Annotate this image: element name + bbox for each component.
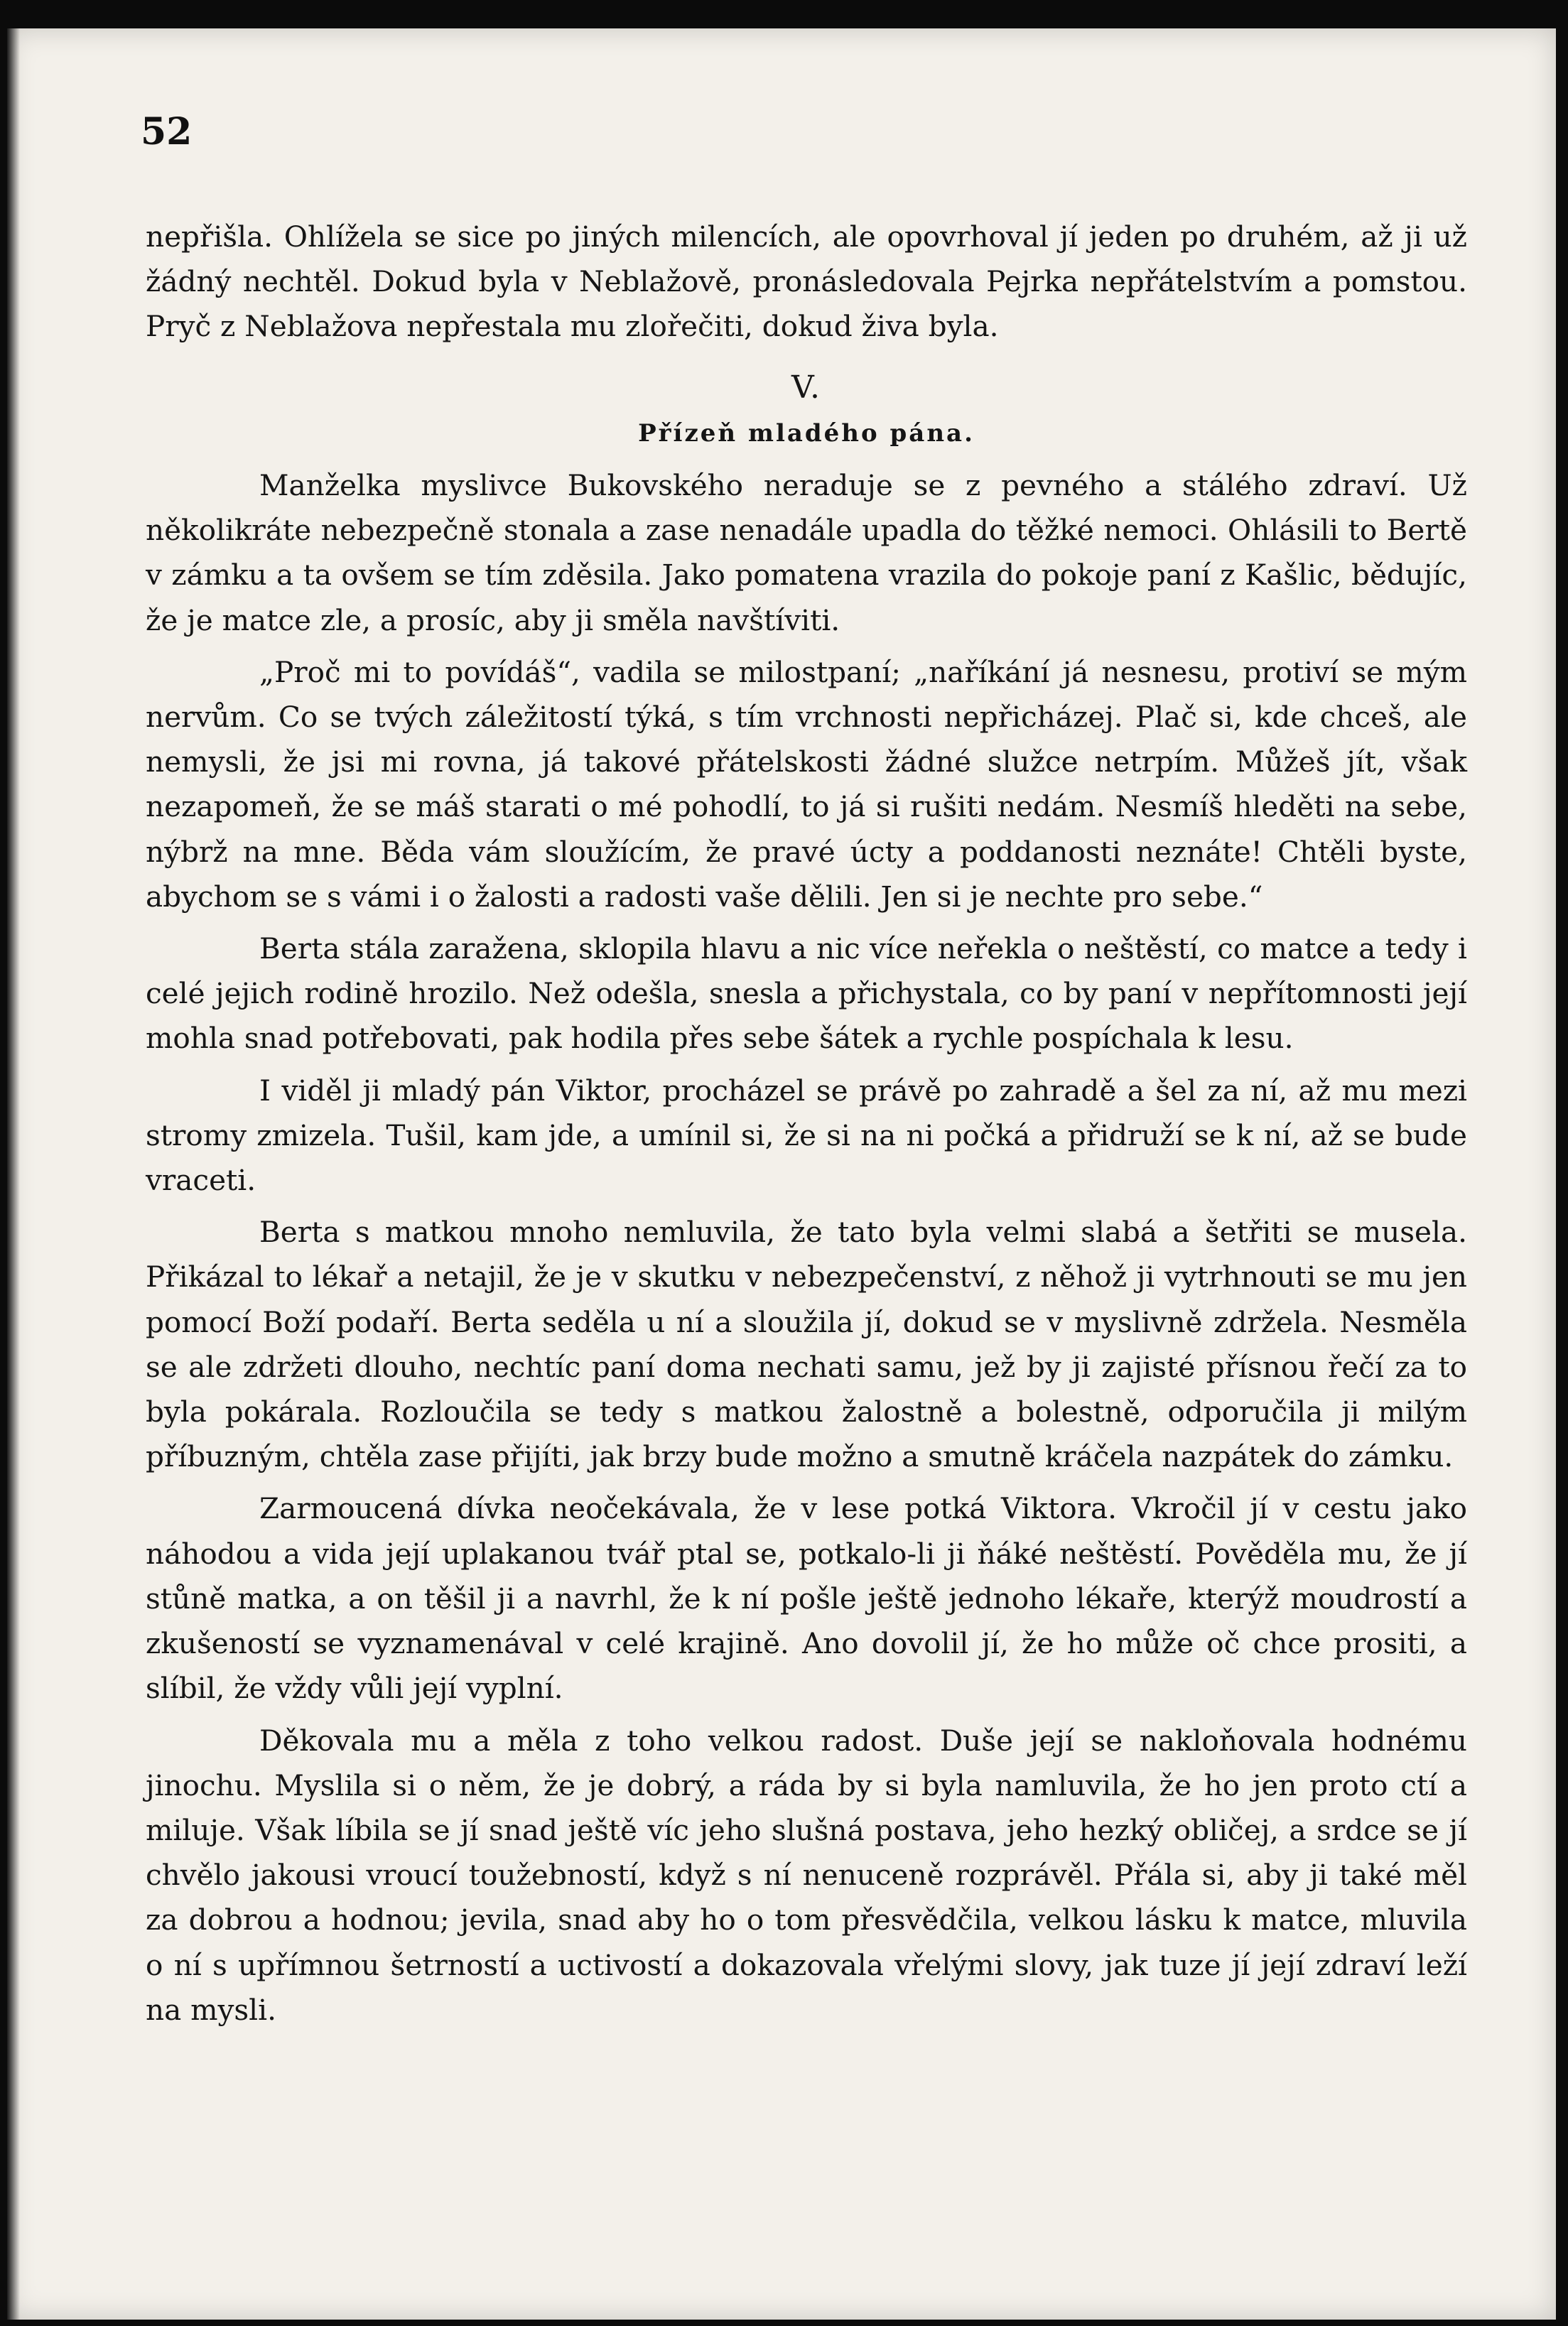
chapter-title: Přízeň mladého pána. [638, 418, 975, 448]
book-page [7, 28, 1556, 2320]
page-number: 52 [141, 110, 193, 153]
paragraph-2: „Proč mi to povídáš“, vadila se milostpaní; „naříkání já nesnesu, protiví se mým nervům. Co se tvých záležitostí týká, s tím vrchnosti nepřicházej. Plač si, kde chceš, ale nemysli, že jsi mi rovna, já takové přátelskosti žádné služce netrpím. Můžeš jít, však nezapomeň, že se máš starati o mé pohodlí, to já si rušiti nedám. Nesmíš hleděti na sebe, nýbrž na mne. Běda vám sloužícím, že pravé úcty a poddanosti neznáte! Chtěli byste, abychom se s vámi i o žalosti a radosti vaše dělili. Jen si je nechte pro sebe.“ [146, 654, 1467, 914]
paragraph-4: I viděl ji mladý pán Viktor, procházel se právě po zahradě a šel za ní, až mu mezi stromy zmizela. Tušil, kam jde, a umínil si, že si na ni počká a přidruží se k ní, až se bude vraceti. [146, 1073, 1467, 1198]
chapter-number: V. [791, 369, 822, 406]
page-body [146, 215, 1467, 2033]
paragraph-7: Děkovala mu a měla z toho velkou radost. Duše její se nakloňovala hodnému jinochu. Myslila si o něm, že je dobrý, a ráda by si byla namluvila, že ho jen proto ctí a miluje. Však líbila se jí snad ještě víc jeho slušná postava, jeho hezký obličej, a srdce se jí chvělo jakousi vroucí toužebností, když s ní nenuceně rozprávěl. Přála si, aby ji také měl za dobrou a hodnou; jevila, snad aby ho o tom přesvědčila, velkou lásku k matce, mluvila o ní s upřímnou šetrností a uctivostí a dokazovala vřelými slovy, jak tuze jí její zdraví leží na mysli. [146, 1723, 1467, 2027]
page-edge-shadow [7, 28, 20, 2320]
opening-paragraph: nepřišla. Ohlížela se sice po jiných milencích, ale opovrhoval jí jeden po druhém, až ji už žádný nechtěl. Dokud byla v Neblažově, pronásledovala Pejrka nepřátelstvím a pomstou. Pryč z Neblažova nepřestala mu zlořečiti, dokud živa byla. [146, 220, 1467, 344]
paragraph-1: Manželka myslivce Bukovského neraduje se z pevného a stálého zdraví. Už několikráte nebezpečně stonala a zase nenadále upadla do těžké nemoci. Ohlásili to Bertě v zámku a ta ovšem se tím zděsila. Jako pomatena vrazila do pokoje paní z Kašlic, bědujíc, že je matce zle, a prosíc, aby ji směla navštíviti. [146, 468, 1467, 637]
paragraph-3: Berta stála zaražena, sklopila hlavu a nic více neřekla o neštěstí, co matce a tedy i celé jejich rodině hrozilo. Než odešla, snesla a přichystala, co by paní v nepřítomnosti její mohla snad potřebovati, pak hodila přes sebe šátek a rychle pospíchala k lesu. [146, 931, 1467, 1056]
paragraph-5: Berta s matkou mnoho nemluvila, že tato byla velmi slabá a šetřiti se musela. Přikázal to lékař a netajil, že je v skutku v nebezpečenství, z něhož ji vytrhnouti se mu jen pomocí Boží podaří. Berta seděla u ní a sloužila jí, dokud se v myslivně zdržela. Nesměla se ale zdržeti dlouho, nechtíc paní doma nechati samu, jež by ji zajisté přísnou řečí za to byla pokárala. Rozloučila se tedy s matkou žalostně a bolestně, odporučila ji milým příbuzným, chtěla zase přijíti, jak brzy bude možno a smutně kráčela nazpátek do zámku. [146, 1215, 1467, 1474]
paragraph-6: Zarmoucená dívka neočekávala, že v lese potká Viktora. Vkročil jí v cestu jako náhodou a vida její uplakanou tvář ptal se, potkalo-li ji ňáké neštěstí. Pověděla mu, že jí stůně matka, a on těšil ji a navrhl, že k ní pošle ještě jednoho lékaře, kterýž moudrostí a zkušeností se vyznamenával v celé krajině. Ano dovolil jí, že ho může oč chce prositi, a slíbil, že vždy vůli její vyplní. [146, 1491, 1467, 1706]
